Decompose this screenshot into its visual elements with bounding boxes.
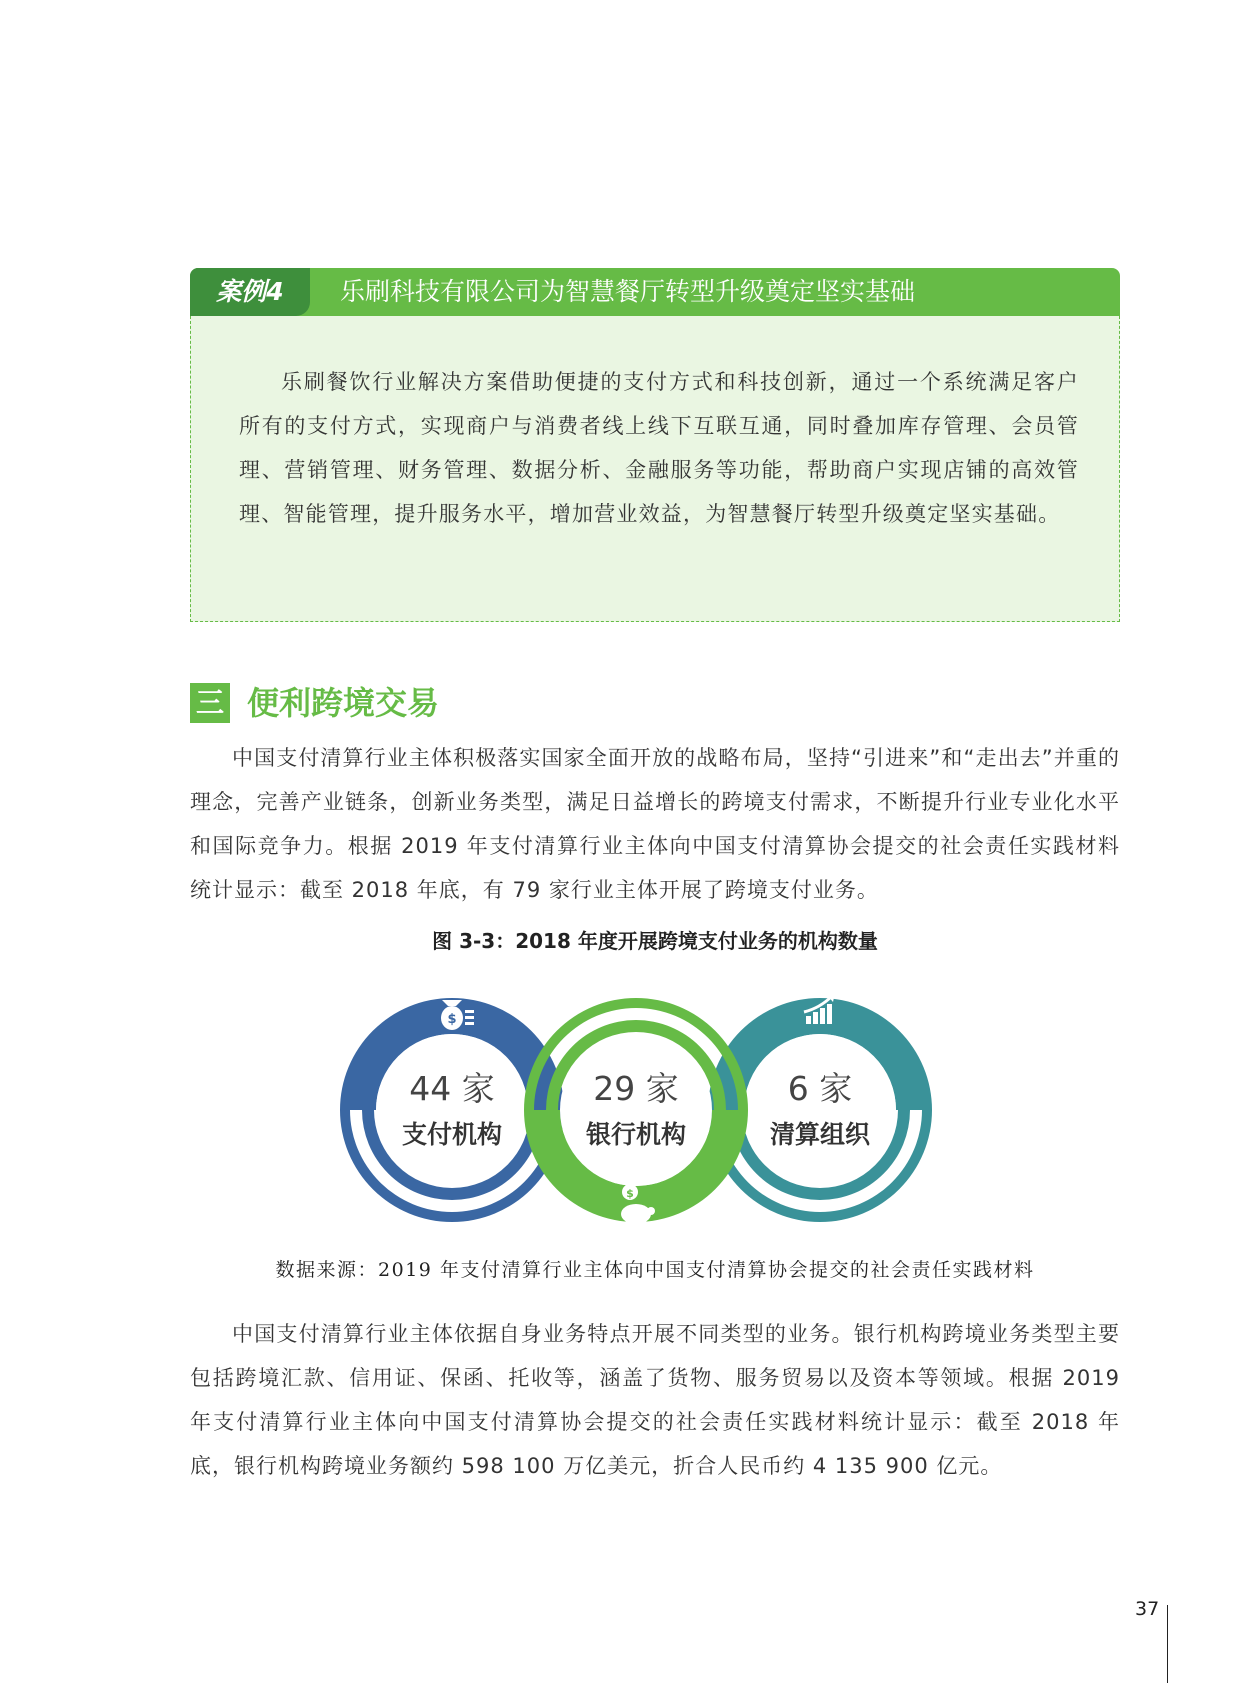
case-body [190, 316, 1120, 622]
case-title: 乐刷科技有限公司为智慧餐厅转型升级奠定坚实基础 [340, 277, 916, 306]
value-label-clearing: 6 家 [787, 1069, 853, 1108]
svg-text:$: $ [626, 1187, 634, 1200]
case-box [190, 268, 1120, 623]
value-label-bank: 29 家 [593, 1069, 679, 1108]
case-header [190, 268, 1120, 316]
case-tag: 案例4 [190, 268, 310, 316]
section-number: 三 [190, 683, 230, 723]
category-label-bank: 银行机构 [585, 1120, 687, 1149]
data-source: 数据来源：2019 年支付清算行业主体向中国支付清算协会提交的社会责任实践材料 [275, 1259, 1035, 1281]
category-label-payment: 支付机构 [401, 1120, 503, 1149]
category-label-clearing: 清算组织 [769, 1120, 871, 1149]
page-edge-line [1167, 1605, 1168, 1683]
svg-text:$: $ [447, 1012, 457, 1027]
paragraph-1: 中国支付清算行业主体积极落实国家全面开放的战略布局，坚持“引进来”和“走出去”并重的理念，完善产业链条，创新业务类型，满足日益增长的跨境支付需求，不断提升行业专业化水平和国际竞争力。根据 2019 年支付清算行业主体向中国支付清算协会提交的社会责任实践材料统计显示：截至 2018 年底，有 79 家行业主体开展了跨境支付业务。 [190, 746, 1120, 902]
institution-count-chart [340, 990, 1000, 1250]
figure-caption: 图 3-3：2018 年度开展跨境支付业务的机构数量 [432, 929, 878, 953]
case-body-text: 乐刷餐饮行业解决方案借助便捷的支付方式和科技创新，通过一个系统满足客户所有的支付方式，实现商户与消费者线上线下互联互通，同时叠加库存管理、会员管理、营销管理、财务管理、数据分析、金融服务等功能，帮助商户实现店铺的高效管理、智能管理，提升服务水平，增加营业效益，为智慧餐厅转型升级奠定坚实基础。 [239, 370, 1079, 526]
paragraph-2: 中国支付清算行业主体依据自身业务特点开展不同类型的业务。银行机构跨境业务类型主要包括跨境汇款、信用证、保函、托收等，涵盖了货物、服务贸易以及资本等领域。根据 2019 年支付清算行业主体向中国支付清算协会提交的社会责任实践材料统计显示：截至 2018 年底，银行机构跨境业务额约 598 100 万亿美元，折合人民币约 4 135 900 亿元。 [190, 1322, 1120, 1478]
section-title: 便利跨境交易 [247, 684, 440, 722]
value-label-payment: 44 家 [409, 1069, 495, 1108]
page-number: 37 [1135, 1598, 1160, 1620]
